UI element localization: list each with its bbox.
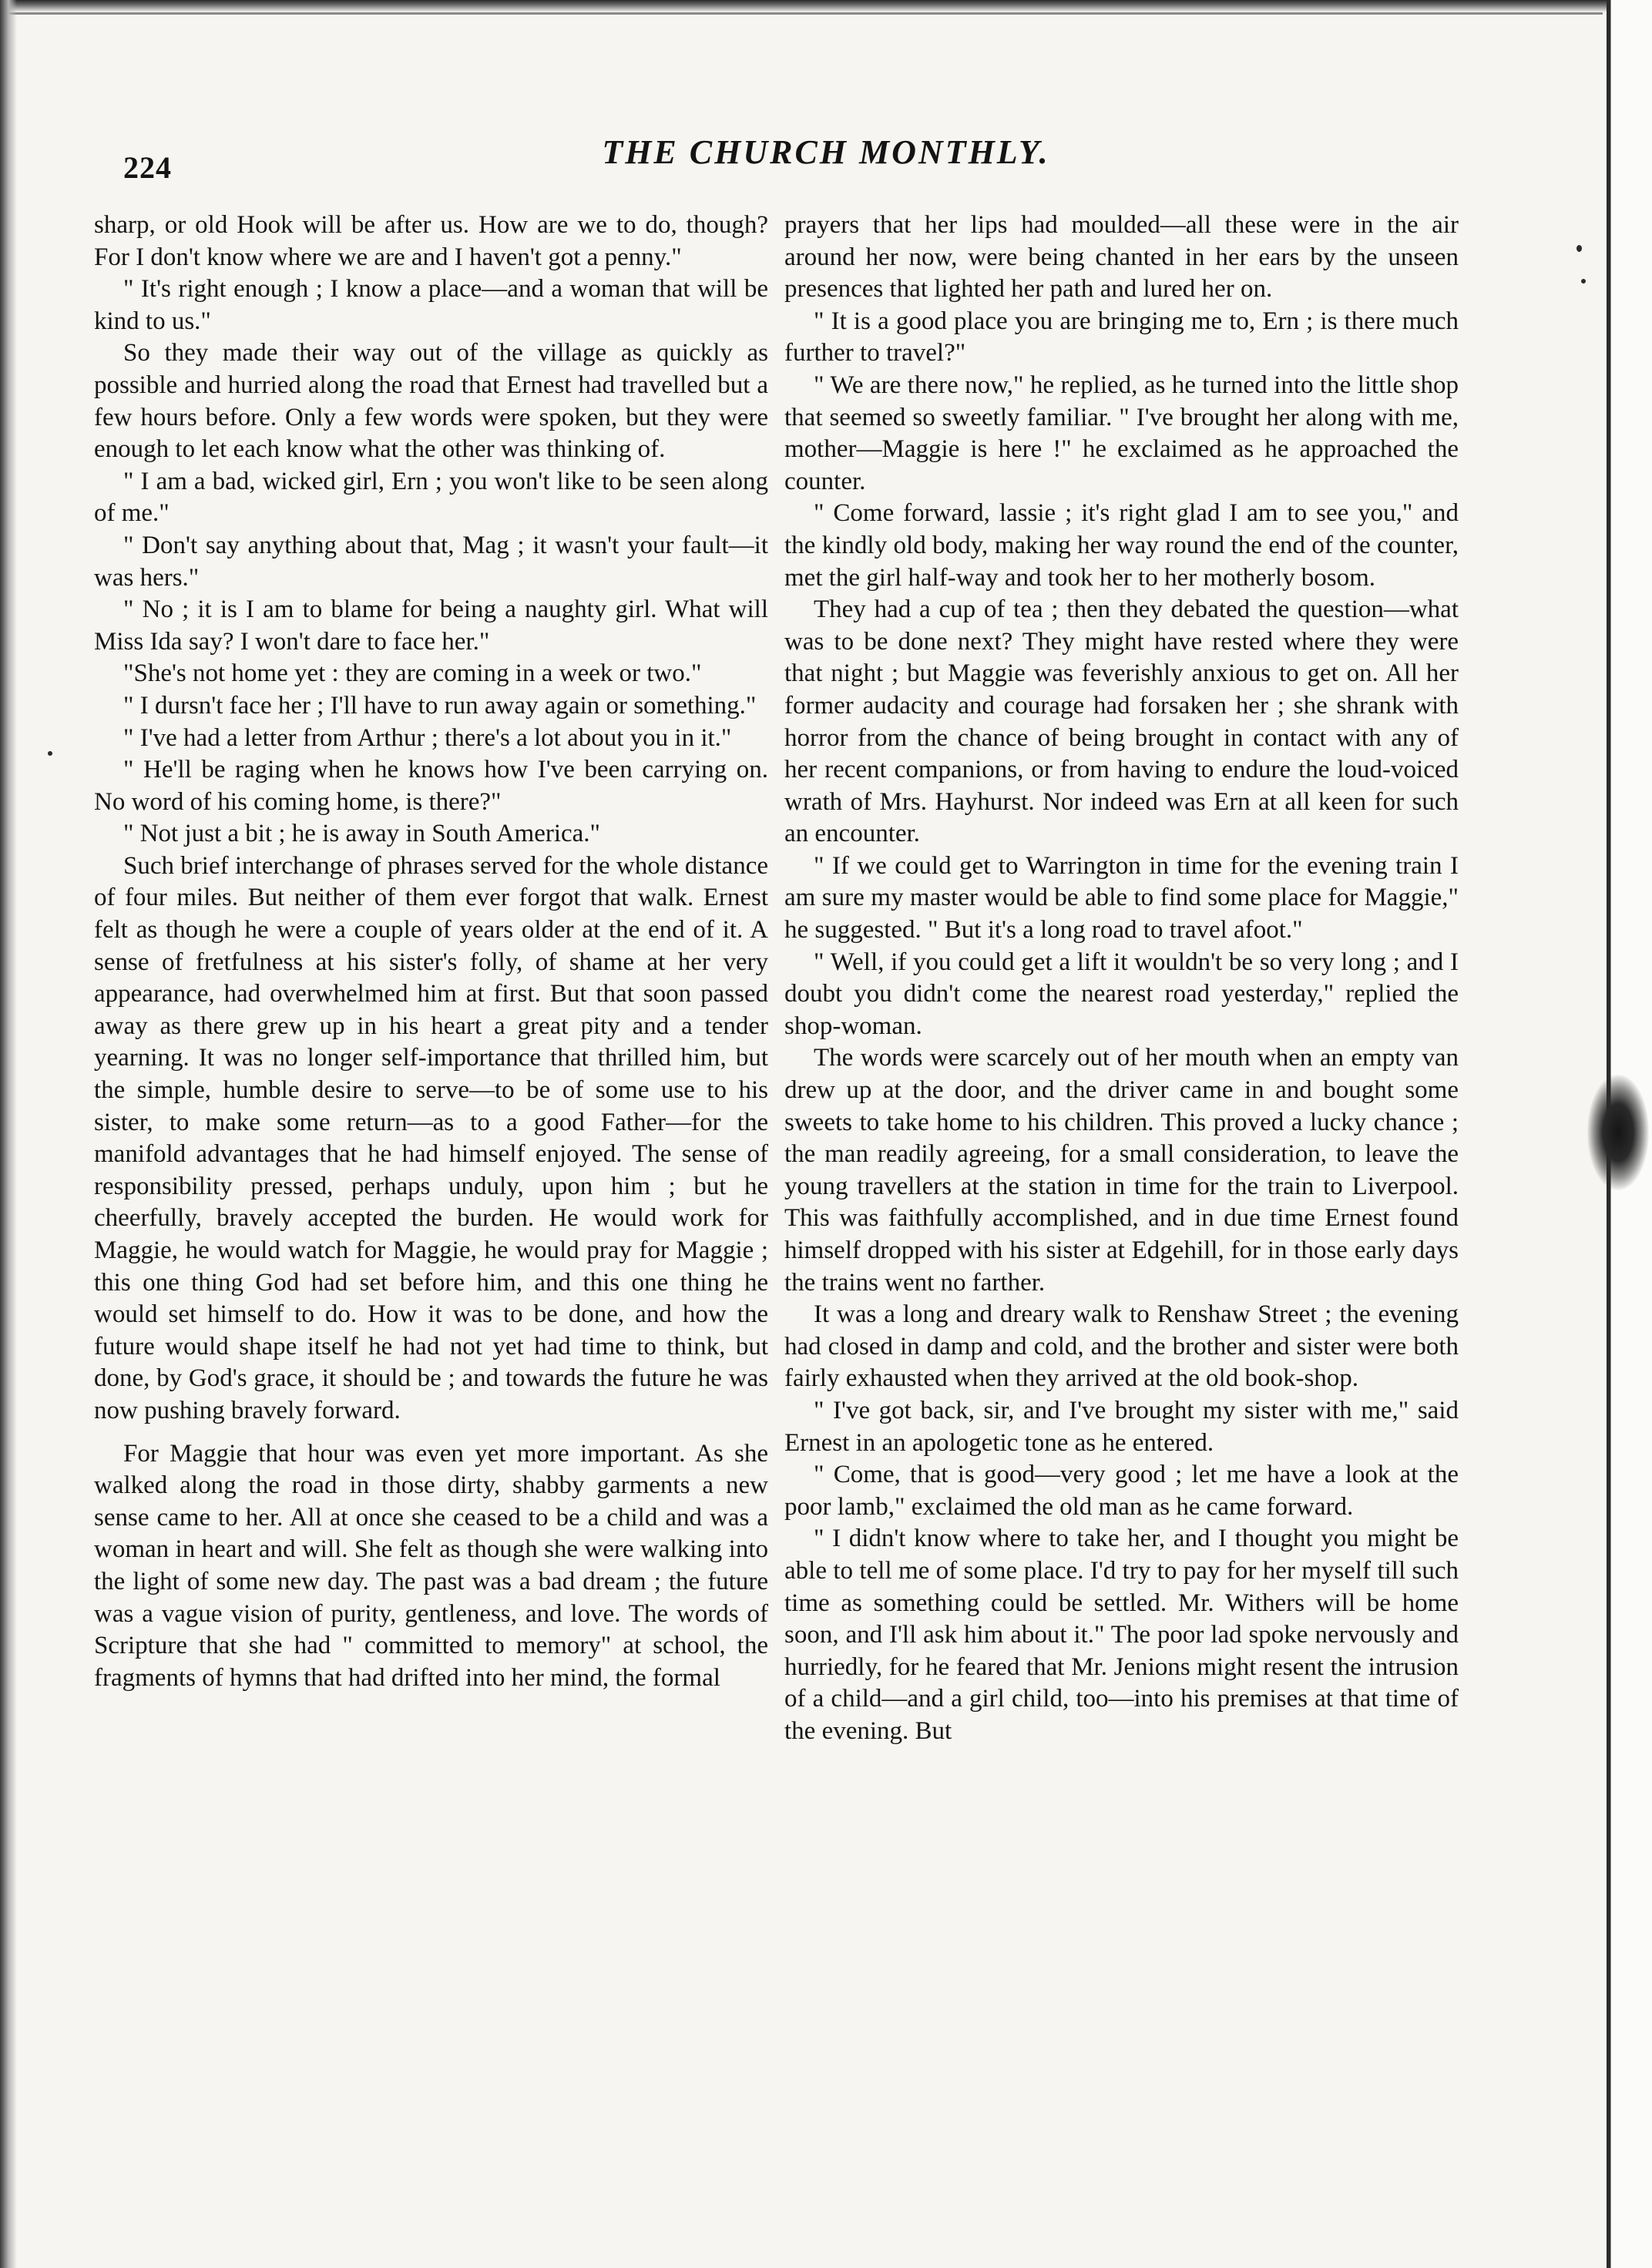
- paragraph: " Come forward, lassie ; it's right glad I am to see you," and the kindly old body, making her way round the end of the counter, met the girl half-way and took her to her motherly bosom.: [784, 499, 1459, 592]
- paragraph: sharp, or old Hook will be after us. How are we to do, though? For I don't know where we are and I haven't got a penny.": [94, 211, 768, 271]
- ink-blot: [1587, 1075, 1649, 1190]
- paragraph: They had a cup of tea ; then they debated the question—what was to be done next? They might have rested where they were that night ; but Maggie was feverishly anxious to get on. All her former audacity and courage had forsaken her ; she shrank with horror from the chance of being brought in contact with any of her recent companions, or from having to endure the loud-voiced wrath of Mrs. Hayhurst. Nor indeed was Ern at all keen for such an encounter.: [784, 596, 1459, 848]
- paragraph: " We are there now," he replied, as he turned into the little shop that seemed so sweetly familiar. " I've brought her along with me, mother—Maggie is here !" he exclaimed as he approached the counter.: [784, 371, 1459, 495]
- scan-top-rule: [0, 12, 1603, 15]
- paragraph: " If we could get to Warrington in time for the evening train I am sure my master would be able to find some place for Maggie," he suggested. " But it's a long road to travel afoot.": [784, 851, 1459, 944]
- paragraph: " I dursn't face her ; I'll have to run away again or something.": [123, 691, 757, 720]
- paragraph: " Don't say anything about that, Mag ; it wasn't your fault—it was hers.": [94, 531, 768, 592]
- scan-left-edge: [0, 0, 17, 2268]
- ink-speck: [48, 751, 52, 756]
- paragraph: " Come, that is good—very good ; let me have a look at the poor lamb," exclaimed the old man as he came forward.: [784, 1461, 1459, 1521]
- scan-top-edge: [0, 0, 1652, 12]
- paragraph: " Not just a bit ; he is away in South America.": [123, 820, 601, 848]
- paragraph: " No ; it is I am to blame for being a naughty girl. What will Miss Ida say? I won't dare to face her.": [94, 596, 768, 656]
- paragraph: So they made their way out of the village as quickly as possible and hurried along the road that Ernest had travelled but a few hours before. Only a few words were spoken, but they were enough to let each know what the other was thinking of.: [94, 339, 768, 464]
- paragraph: " I've got back, sir, and I've brought my sister with me," said Ernest in an apologetic tone as he entered.: [784, 1396, 1459, 1457]
- paragraph: " I am a bad, wicked girl, Ern ; you won't like to be seen along of me.": [94, 467, 768, 528]
- running-title: THE CHURCH MONTHLY.: [602, 133, 1050, 171]
- paragraph: Such brief interchange of phrases served for the whole distance of four miles. But neither of them ever forgot that walk. Ernest felt as though he were a couple of years older at the end of it. A sense of fretfulness at his sister's folly, of shame at her very appearance, had overwhelmed him at first. But that soon passed away as there grew up in his heart a great pity and a tender yearning. It was no longer self-importance that thrilled him, but the simple, humble desire to serve—to be of some use to his sister, to make some return—as to a good Father—for the manifold advantages that he had himself enjoyed. The sense of responsibility pressed, perhaps unduly, upon him ; but he cheerfully, bravely accepted the burden. He would work for Maggie, he would watch for Maggie, he would pray for Maggie ; this one thing God had set before him, and this one thing he would set himself to do. How it was to be done, and how the future would shape itself he had not yet had time to think, but done, by God's grace, it should be ; and towards the future he was now pushing bravely forward.: [94, 851, 768, 1424]
- paragraph: " I've had a letter from Arthur ; there's a lot about you in it.": [123, 723, 732, 752]
- paragraph: It was a long and dreary walk to Renshaw Street ; the evening had closed in damp and cold, and the brother and sister were both fairly exhausted when they arrived at the old book-shop.: [784, 1300, 1459, 1393]
- paragraph: The words were scarcely out of her mouth when an empty van drew up at the door, and the driver came in and bought some sweets to take home to his children. This proved a lucky chance ; the man readily agreeing, for a small consideration, to leave the young travellers at the station in time for the train to Liverpool. This was faithfully accomplished, and in due time Ernest found himself dropped with his sister at Edgehill, for in those early days the trains went no farther.: [784, 1044, 1459, 1297]
- paragraph: "She's not home yet : they are coming in a week or two.": [123, 659, 702, 688]
- paragraph: " I didn't know where to take her, and I thought you might be able to tell me of some place. I'd try to pay for her myself till such time as something could be settled. Mr. Withers will be home soon, and I'll ask him about it." The poor lad spoke nervously and hurriedly, for he feared that Mr. Jenions might resent the intrusion of a child—and a girl child, too—into his premises at that time of the evening. But: [784, 1525, 1459, 1745]
- paragraph: " It's right enough ; I know a place—and a woman that will be kind to us.": [94, 275, 768, 335]
- right-text-column: [784, 210, 1459, 1748]
- paragraph: " Well, if you could get a lift it wouldn't be so very long ; and I doubt you didn't come the nearest road yesterday," replied the shop-woman.: [784, 948, 1459, 1040]
- ink-speck: [1576, 245, 1582, 252]
- left-text-column: [94, 210, 768, 1694]
- page-number: 224: [123, 150, 172, 185]
- paragraph: " It is a good place you are bringing me to, Ern ; is there much further to travel?": [784, 307, 1459, 367]
- paragraph: " He'll be raging when he knows how I've been carrying on. No word of his coming home, is there?": [94, 756, 768, 816]
- paragraph: For Maggie that hour was even yet more important. As she walked along the road in those dirty, shabby garments a new sense came to her. All at once she ceased to be a child and was a woman in heart and will. She felt as though she were walking into the light of some new day. The past was a bad dream ; the future was a vague vision of purity, gentleness, and love. The words of Scripture that she had " committed to memory" at school, the fragments of hymns that had drifted into her mind, the formal: [94, 1439, 768, 1692]
- ink-speck: [1581, 279, 1586, 284]
- paragraph: prayers that her lips had moulded—all these were in the air around her now, were being chanted in her ears by the unseen presences that lighted her path and lured her on.: [784, 211, 1459, 304]
